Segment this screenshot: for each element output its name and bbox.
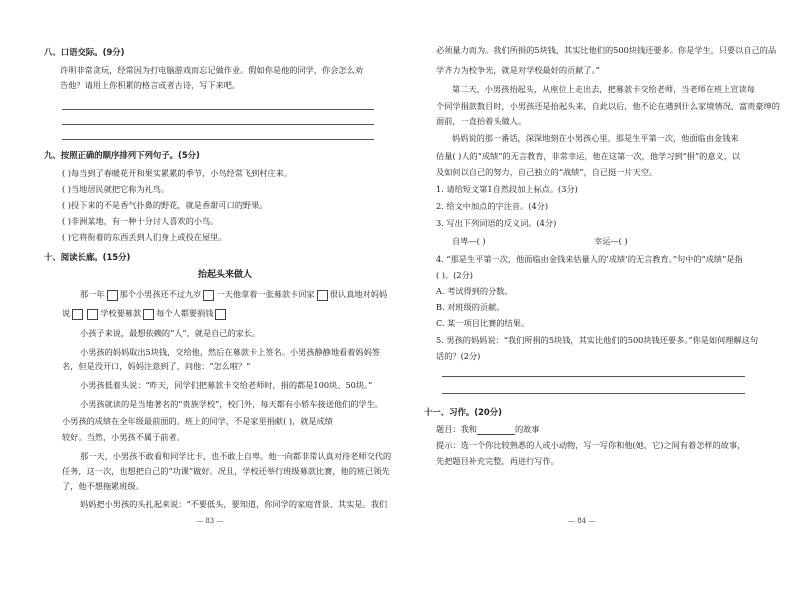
q8-heading: 八、口语交际。(9分) — [44, 47, 125, 57]
punctuation-box[interactable] — [72, 309, 83, 320]
article-line: 小孩子来说，最想依赖的“人”，就是自己的家长。 — [80, 328, 261, 338]
article-line: 任务，这一次，也想把自己的“功课”做好。况且，学校还举行班级募款比赛，他的班已领先 — [62, 466, 390, 476]
question-2: 2. 给文中加点的字注音。(4分) — [436, 201, 549, 211]
article-p1-line2: 说 学校要募款 每个人都要捐钱 — [62, 308, 228, 320]
page-number: — 83 — — [196, 517, 224, 525]
question-3: 3. 写出下列词语的反义词。(4分) — [436, 218, 557, 228]
punctuation-box[interactable] — [87, 309, 98, 320]
punctuation-box[interactable] — [143, 309, 154, 320]
option-b: B. 对班级的贡献。 — [436, 302, 505, 312]
antonym-answer-2[interactable]: 幸运—( ) — [594, 236, 628, 246]
essay-prompt-line1: 提示：选一个你比较熟悉的人或小动物，写一写你和他(她、它)之间有着怎样的故事， — [436, 440, 746, 450]
question-5-line2: 话的？(2分) — [436, 351, 481, 361]
q9-item-2: ( )当地居民就把它称为礼鸟。 — [62, 184, 170, 194]
article-line: 名，但是没开口，妈妈注意到了，问他：“怎么啦？” — [62, 361, 251, 371]
punctuation-box[interactable] — [215, 309, 226, 320]
answer-line — [62, 139, 374, 140]
q9-item-4: ( )非洲某地，有一种十分讨人喜欢的小鸟。 — [62, 216, 219, 226]
antonym-answer-1[interactable]: 自卑—( ) — [452, 236, 486, 246]
article-line: 小男孩的妈妈取出5块钱，交给他，然后在募款卡上签名。小男孩静静地看着妈妈签 — [80, 347, 380, 357]
answer-line — [442, 376, 745, 377]
punctuation-box[interactable] — [107, 290, 118, 301]
q8-line-2: 告他？请用上你积累的格言或者古诗，写下来吧。 — [60, 80, 241, 90]
article-line: 学齐力为校争光，就是对学校最好的贡献了。” — [436, 65, 600, 75]
question-4-line2: ( )。(2分) — [436, 270, 473, 280]
article-line: 妈妈说的那一番话，深深地刻在小男孩心里，那是生平第一次，他面临由金钱来 — [452, 133, 739, 143]
article-line: 小男孩低着头说：“昨天，同学们把募款卡交给老师时，捐的都是100块、50块。” — [80, 380, 373, 390]
punctuation-box[interactable] — [317, 290, 328, 301]
question-5-line1: 5. 男孩的妈妈说：“我们所捐的5块钱，其实比他们的500块钱还要多。”你是如何理解这句 — [436, 335, 759, 345]
essay-prompt-line2: 先把题目补充完整，再进行写作。 — [436, 456, 559, 466]
answer-line — [62, 124, 374, 125]
article-line: 个同学捐款数目时，小男孩还是抬起头来，自此以后，他不论在遇到什么家境情况、富贵豪绅的 — [436, 101, 780, 111]
article-line: 了，他不想拖累班级。 — [62, 481, 144, 491]
essay-title-blank[interactable] — [477, 426, 515, 435]
q10-heading: 十、阅读长廊。(15分) — [44, 252, 131, 262]
answer-line — [62, 109, 374, 110]
article-line: 及如何以自己的努力，自己独立的“战绩”，自已挺一片天空。 — [436, 167, 658, 177]
right-page — [400, 0, 800, 589]
q8-line-1: 许明非常贪玩，经常因为打电脑游戏而忘记做作业。假如你是他的同学，你会怎么劝 — [60, 65, 363, 75]
option-a: A. 考试得到的分数。 — [436, 286, 513, 296]
q9-item-5: ( )它将衔着的东西丢到人们身上或投在屋里。 — [62, 232, 227, 242]
article-line: 那一天，小男孩不敢看和同学比卡，也不敢上自卑。他一向都非常认真对待老师交代的 — [80, 451, 392, 461]
punctuation-box[interactable] — [203, 290, 214, 301]
article-p1-line1: 那一年 那个小男孩还不过九岁 一天他拿着一张募款卡回家 很认真地对妈妈 — [80, 289, 388, 299]
q9-heading: 九、按照正确的顺序排列下列句子。(5分) — [44, 150, 200, 160]
article-line: 估量( )人的“成绩”的无言教育，非常幸运，他在这第一次，他学习到“捐”的意义，以 — [436, 151, 741, 161]
page-number: — 84 — — [568, 517, 596, 525]
q9-item-3: ( )投下来的不是香气扑鼻的野花，就是香甜可口的野果。 — [62, 200, 268, 210]
article-line: 妈妈把小男孩的头扎起来说：“不要低头，要知道，你同学的家庭背景、其实是。我们 — [80, 499, 388, 509]
question-1: 1. 请给短文第1自然段加上标点。(3分) — [436, 184, 578, 194]
option-c: C. 某一项目比赛的结果。 — [436, 318, 530, 328]
article-line: 面前，一直抬着头做人。 — [436, 116, 527, 126]
answer-line — [442, 393, 745, 394]
essay-title-line: 题目：我和 的故事 — [436, 424, 540, 434]
article-line: 必须量力而为。我们所捐的5块钱，其实比他们的500块钱还要多。你是学生，只要以自己的品 — [436, 45, 777, 55]
article-line: 第二天，小男孩抬起头，从座位上走出去，把募款卡交给老师，当老师在班上宣读每 — [452, 84, 755, 94]
article-line: 较好。当然，小男孩不属于前者。 — [62, 432, 185, 442]
question-4-line1: 4. “那是生平第一次，他面临由金钱来估量人的‘成绩’的无言教育。”句中的“成绩”是指 — [436, 254, 743, 264]
q9-item-1: ( )每当到了春暖花开和果实累累的季节，小鸟经常飞到村庄来。 — [62, 168, 293, 178]
article-line: 小男孩的成绩在全年级最前面的。班上的同学，不是家里捐献( )，就是成绩 — [62, 416, 333, 426]
q11-heading: 十一、习作。(20分) — [424, 407, 502, 417]
article-line: 小男孩就读的是当地著名的“贵族学校”，校门外，每天都有小轿车接送他们的学生。 — [80, 399, 384, 409]
article-title: 抬起头来做人 — [198, 270, 253, 280]
